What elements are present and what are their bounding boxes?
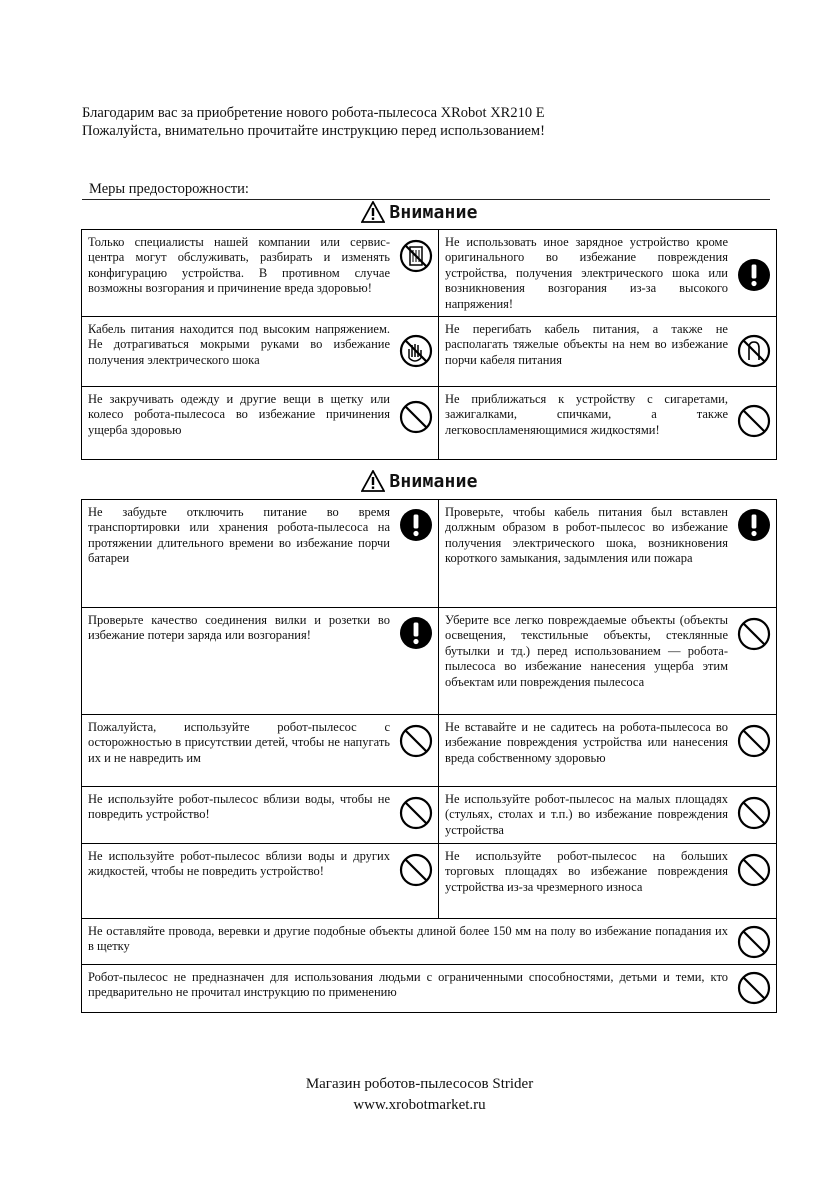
exclamation-icon	[399, 616, 433, 650]
warning-text: Не используйте робот-пылесос вблизи воды, чтобы не повредить устройство!	[88, 792, 390, 822]
footer-url: www.xrobotmarket.ru	[353, 1097, 486, 1113]
prohibited-icon	[736, 852, 772, 888]
warning-cell	[439, 317, 777, 387]
warning-cell-wide	[82, 919, 777, 965]
warning-cell	[82, 715, 439, 787]
warning-cell	[439, 230, 777, 317]
warning-text: Проверьте качество соединения вилки и розетки во избежание потери заряда или возгорания!	[88, 613, 390, 643]
exclamation-icon	[737, 508, 771, 542]
prohibited-icon	[736, 616, 772, 652]
prohibited-icon	[736, 723, 772, 759]
prohibited-icon	[398, 399, 434, 435]
no-disassembly-icon	[398, 238, 434, 274]
warning-text: Не забудьте отключить питание во время транспортировки или хранения робота-пылесоса на протяжении длительного времени во избежание порчи батареи	[88, 505, 390, 566]
warning-cell	[439, 500, 777, 608]
exclamation-icon	[737, 258, 771, 292]
warning-cell	[439, 387, 777, 460]
warning-heading-2	[0, 470, 839, 492]
warning-table-2	[81, 499, 777, 1013]
warning-text: Не закручивать одежду и другие вещи в щетку или колесо робота-пылесоса во избежание причинения ущерба здоровью	[88, 392, 390, 437]
warning-text: Не используйте робот-пылесос вблизи воды и других жидкостей, чтобы не повредить устройство!	[88, 849, 390, 879]
warning-table-1	[81, 229, 777, 460]
warning-text: Пожалуйста, используйте робот-пылесос с осторожностью в присутствии детей, чтобы не напугать их и не навредить им	[88, 720, 390, 765]
warning-triangle-icon	[361, 470, 385, 492]
prohibited-icon	[736, 924, 772, 960]
warning-cell	[82, 608, 439, 715]
warning-cell	[439, 787, 777, 844]
warning-text: Не используйте робот-пылесос на малых площадях (стульях, столах и т.п.) во избежание повреждения устройства	[445, 792, 728, 837]
warning-cell	[82, 787, 439, 844]
warning-cell	[439, 608, 777, 715]
prohibited-icon	[736, 970, 772, 1006]
warning-text: Не используйте робот-пылесос на больших торговых площадях во избежание повреждения устройства из-за чрезмерного износа	[445, 849, 728, 894]
precautions-title: Меры предосторожности:	[89, 181, 249, 197]
warning-text: Не оставляйте провода, веревки и другие подобные объекты длиной более 150 мм на полу во избежание попадания их в щетку	[88, 924, 728, 954]
warning-cell	[82, 844, 439, 919]
exclamation-icon	[399, 508, 433, 542]
warning-heading-1-text: Внимание	[389, 201, 478, 223]
no-wet-hands-icon	[398, 333, 434, 369]
warning-cell	[82, 387, 439, 460]
prohibited-icon	[398, 852, 434, 888]
warning-text: Не перегибать кабель питания, а также не располагать тяжелые объекты на нем во избежание порчи кабеля питания	[445, 322, 728, 367]
warning-text: Робот-пылесос не предназначен для использования людьми с ограниченными способностями, детьми и теми, кто предварительно не прочитал инструкцию по применению	[88, 970, 728, 1000]
warning-cell	[82, 230, 439, 317]
prohibited-icon	[736, 795, 772, 831]
title-rule	[82, 199, 770, 200]
warning-heading-2-text: Внимание	[389, 470, 478, 492]
warning-cell	[82, 500, 439, 608]
prohibited-icon	[736, 403, 772, 439]
prohibited-icon	[398, 795, 434, 831]
warning-text: Уберите все легко повреждаемые объекты (объекты освещения, текстильные объекты, стеклянные бутылки и тд.) перед использованием — робота-пылесоса во избежание нанесения ущерба этим объектам или повреждения пылесоса	[445, 613, 728, 689]
no-bend-cable-icon	[736, 333, 772, 369]
warning-cell	[439, 715, 777, 787]
warning-text: Не использовать иное зарядное устройство кроме оригинального во избежание повреждения устройства, получения электрического шока или возникновения возгорания из-за высокого напряжения!	[445, 235, 728, 311]
prohibited-icon	[398, 723, 434, 759]
warning-text: Не вставайте и не садитесь на робота-пылесоса во избежание повреждения устройства или нанесения вреда собственному здоровью	[445, 720, 728, 765]
warning-text: Проверьте, чтобы кабель питания был вставлен должным образом в робот-пылесос во избежание получения электрического шока, возникновения короткого замыкания, задымления или пожара	[445, 505, 728, 566]
intro-line-2: Пожалуйста, внимательно прочитайте инструкцию перед использованием!	[82, 123, 545, 139]
warning-cell	[82, 317, 439, 387]
warning-cell	[439, 844, 777, 919]
warning-cell-wide	[82, 965, 777, 1013]
warning-text: Только специалисты нашей компании или сервис-центра могут обслуживать, разбирать и изменять конфигурацию устройства. В противном случае возможны возгорания и причинение вреда здоровью!	[88, 235, 390, 296]
intro-line-1: Благодарим вас за приобретение нового робота-пылесоса XRobot XR210 E	[82, 105, 545, 121]
warning-text: Не приближаться к устройству с сигаретами, зажигалками, спичками, а также легковоспламеняющимися жидкостями!	[445, 392, 728, 437]
footer-store: Магазин роботов-пылесосов Strider	[305, 1076, 534, 1092]
warning-triangle-icon	[361, 201, 385, 223]
warning-text: Кабель питания находится под высоким напряжением. Не дотрагиваться мокрыми руками во избежание получения электрического шока	[88, 322, 390, 367]
warning-heading-1	[0, 201, 839, 223]
